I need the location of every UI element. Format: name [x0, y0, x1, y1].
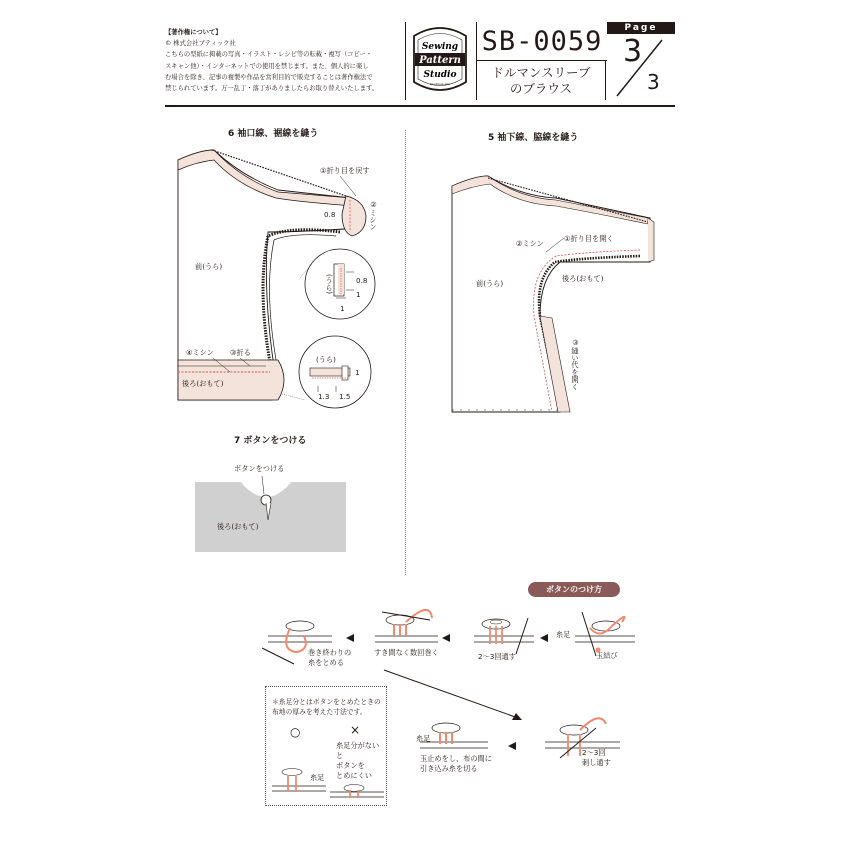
label-knot: 玉結び — [596, 651, 618, 660]
howto-step-knot — [575, 612, 635, 656]
copyright-line: 【著作権について】 — [165, 29, 222, 36]
copyright-line: 禁じられています。万一乱丁・落丁がありましたらお取り替えいたします。 — [165, 85, 379, 93]
label-fold-3: ③折る — [230, 348, 251, 357]
logo-tagline: boutique-sha — [430, 82, 450, 86]
label-fold-back: ①折り目を戻す — [320, 166, 370, 175]
pattern-code: SB-0059 — [476, 22, 607, 60]
step7-garment — [195, 476, 346, 552]
label-front-wrong-s5: 前(うら) — [476, 279, 504, 288]
page-total: 3 — [647, 70, 660, 94]
label-detail2-wrong: (うら) — [316, 355, 336, 364]
logo-line2: Pattern — [419, 55, 461, 66]
label-back-right: 後ろ(おもて) — [182, 379, 224, 388]
label-machine2-s5: ②ミシン — [516, 239, 544, 248]
label-detail2-13: 1.3 — [318, 392, 330, 401]
step5-title: 5 袖下線、脇線を縫う — [488, 133, 579, 143]
label-open-fold: ①折り目を開く — [564, 234, 614, 243]
logo-line1: Sewing — [421, 42, 459, 52]
pattern-name-line1: ドルマンスリーブ — [491, 65, 591, 80]
ok-mark: ○ — [290, 725, 301, 739]
ng-mark: × — [350, 723, 361, 737]
copyright-line: スキャン他）・インターネットでの使用を禁じます。また、個人的に楽し — [165, 62, 369, 70]
label-detail-wrong: (うら) — [325, 274, 334, 295]
label-pass-through: 2〜3回通す — [478, 652, 516, 661]
step7-title: 7 ボタンをつける — [234, 436, 307, 446]
label-machine-4: ④ミシン — [186, 348, 214, 357]
label-front-wrong: 前(うら) — [195, 262, 223, 271]
page-current: 3 — [623, 34, 643, 69]
label-detail-08: 0.8 — [356, 276, 368, 285]
pattern-name-line2: のブラウス — [509, 81, 573, 96]
label-back-right-s5: 後ろ(おもて) — [562, 274, 604, 283]
ng-text: 糸足分がないと ボタンを とめにくい — [336, 741, 380, 780]
page-label: Page — [607, 22, 675, 34]
label-thread-shank-2: 糸足 — [416, 734, 431, 743]
note-box — [265, 686, 387, 806]
label-open-allowance: ③縫い代を開く — [571, 338, 580, 391]
label-back-right-s7: 後ろ(おもて) — [217, 522, 259, 531]
label-attach-button: ボタンをつける — [234, 464, 285, 473]
howto-step-wrap — [375, 610, 438, 642]
howto-banner: ボタンのつけ方 — [528, 582, 620, 597]
label-finish-cut: 玉止めをし、布の間に 引き込み糸を切る — [420, 754, 492, 773]
label-thread-shank: 糸足 — [556, 630, 571, 639]
label-detail-1a: 1 — [356, 290, 361, 299]
label-pass-through-2: 2〜3回 刺し通す — [582, 748, 611, 767]
label-end-wrap: 巻き終わりの 糸をとめる — [308, 648, 352, 667]
copyright-line: む場合を除き、記事の複製や作品を営利目的で販売することは著作権法で — [165, 73, 373, 81]
label-detail2-1: 1 — [355, 368, 360, 377]
label-wrap-tight: すき間なく数回巻く — [374, 648, 439, 657]
label-08: 0.8 — [324, 210, 336, 219]
copyright-line: こちらの型紙に掲載の写真・イラスト・レシピ等の転載・複写（コピー・ — [165, 51, 373, 59]
logo-line3: Studio — [423, 70, 457, 80]
label-detail2-15: 1.5 — [339, 392, 351, 401]
note-text: ＊糸足分とはボタンをとめたときの 布地の厚みを考えた寸法です。 — [272, 698, 381, 716]
howto-step-pass — [474, 618, 534, 654]
step6-title: 6 袖口線、裾線を縫う — [228, 129, 319, 139]
step5-garment — [452, 176, 654, 412]
label-machine-2: ②ミシン — [369, 200, 378, 231]
label-thread-shank-3: 糸足 — [310, 773, 325, 782]
copyright-line: © 株式会社ブティック社 — [165, 40, 236, 48]
label-detail-1b: 1 — [340, 304, 345, 313]
